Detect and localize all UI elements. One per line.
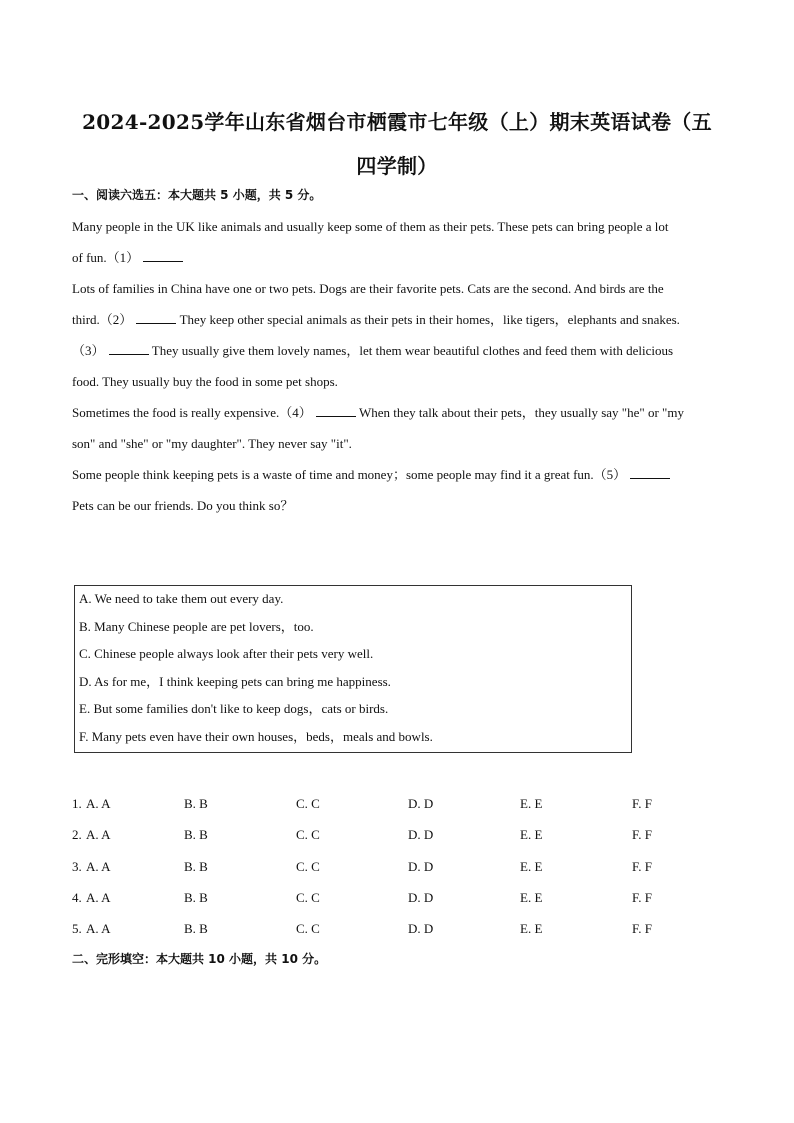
question-number: 3. [72, 858, 82, 874]
choice-e[interactable]: E. E [520, 889, 543, 905]
passage-line: Lots of families in China have one or two pets. Dogs are their favorite pets. Cats are the second. And birds are the [72, 281, 664, 296]
answer-blank-4[interactable] [316, 402, 356, 417]
question-number: 2. [72, 827, 82, 843]
choice-e[interactable]: E. E [520, 827, 543, 843]
choice-f[interactable]: F. F [632, 921, 652, 937]
choice-f[interactable]: F. F [632, 889, 652, 905]
choice-a[interactable]: A. A [86, 858, 111, 874]
answer-blank-3[interactable] [109, 340, 149, 355]
passage-line: of fun.（1） [72, 242, 724, 273]
passage-line: Pets can be our friends. Do you think so？ [72, 498, 294, 513]
answer-row-1 [72, 788, 732, 819]
choice-b[interactable]: B. B [184, 889, 208, 905]
choice-f[interactable]: F. F [632, 858, 652, 874]
title-line-2: 四学制） [356, 154, 438, 178]
choice-d[interactable]: D. D [408, 796, 434, 811]
passage-line: third.（2） They keep other special animals as their pets in their homes，like tigers，elephants and snakes. [72, 304, 724, 335]
choice-c[interactable]: C. C [296, 921, 320, 937]
option-e: E. But some families don't like to keep dogs，cats or birds. [79, 701, 389, 716]
choice-c[interactable]: C. C [296, 858, 320, 874]
option-c: C. Chinese people always look after their pets very well. [79, 646, 374, 661]
choice-d[interactable]: D. D [408, 858, 434, 874]
option-a: A. We need to take them out every day. [79, 591, 284, 606]
choice-c[interactable]: C. C [296, 889, 320, 905]
choice-d[interactable]: D. D [408, 889, 434, 905]
answer-row-2 [72, 819, 732, 850]
choice-e[interactable]: E. E [520, 796, 543, 811]
choice-e[interactable]: E. E [520, 858, 543, 874]
question-number: 5. [72, 921, 82, 937]
passage-line: Sometimes the food is really expensive.（4） When they talk about their pets，they usually say "he" or "my [72, 397, 724, 428]
answer-row-3 [72, 851, 732, 882]
passage-line: Many people in the UK like animals and usually keep some of them as their pets. These pets can bring people a lot [72, 219, 669, 234]
choice-b[interactable]: B. B [184, 858, 208, 874]
answer-row-4 [72, 882, 732, 913]
section-2-heading: 二、完形填空：本大题共 10 小题，共 10 分。 [72, 952, 327, 966]
option-d: D. As for me，I think keeping pets can bring me happiness. [79, 673, 391, 689]
choice-c[interactable]: C. C [296, 827, 320, 843]
options-box [74, 585, 632, 753]
option-f: F. Many pets even have their own houses，beds，meals and bowls. [79, 728, 433, 744]
choice-d[interactable]: D. D [408, 827, 434, 843]
choice-d[interactable]: D. D [408, 921, 434, 937]
choice-b[interactable]: B. B [184, 827, 208, 843]
answer-choices [72, 788, 732, 944]
choice-f[interactable]: F. F [632, 796, 652, 811]
choice-e[interactable]: E. E [520, 921, 543, 937]
answer-blank-2[interactable] [136, 309, 176, 324]
choice-a[interactable]: A. A [86, 796, 111, 811]
passage-line: food. They usually buy the food in some pet shops. [72, 374, 338, 389]
choice-a[interactable]: A. A [86, 889, 111, 905]
passage-line: Some people think keeping pets is a waste of time and money；some people may find it a great fun.（5） [72, 459, 724, 490]
answer-row-5 [72, 913, 732, 944]
choice-a[interactable]: A. A [86, 827, 111, 843]
choice-a[interactable]: A. A [86, 921, 111, 937]
title-line-1: 2024-2025学年山东省烟台市栖霞市七年级（上）期末英语试卷（五 [82, 110, 712, 134]
choice-f[interactable]: F. F [632, 827, 652, 843]
answer-blank-5[interactable] [630, 464, 670, 479]
question-number: 4. [72, 889, 82, 905]
section-1-heading: 一、阅读六选五：本大题共 5 小题，共 5 分。 [72, 188, 322, 202]
question-number: 1. [72, 796, 82, 811]
reading-passage [72, 211, 724, 521]
choice-b[interactable]: B. B [184, 796, 208, 811]
answer-blank-1[interactable] [143, 247, 183, 262]
option-b: B. Many Chinese people are pet lovers，too. [79, 618, 314, 634]
choice-b[interactable]: B. B [184, 921, 208, 937]
choice-c[interactable]: C. C [296, 796, 320, 811]
passage-line: （3） They usually give them lovely names，let them wear beautiful clothes and feed them with delicious [72, 335, 724, 366]
passage-line: son" and "she" or "my daughter". They never say "it". [72, 436, 352, 451]
page-title [60, 100, 734, 188]
